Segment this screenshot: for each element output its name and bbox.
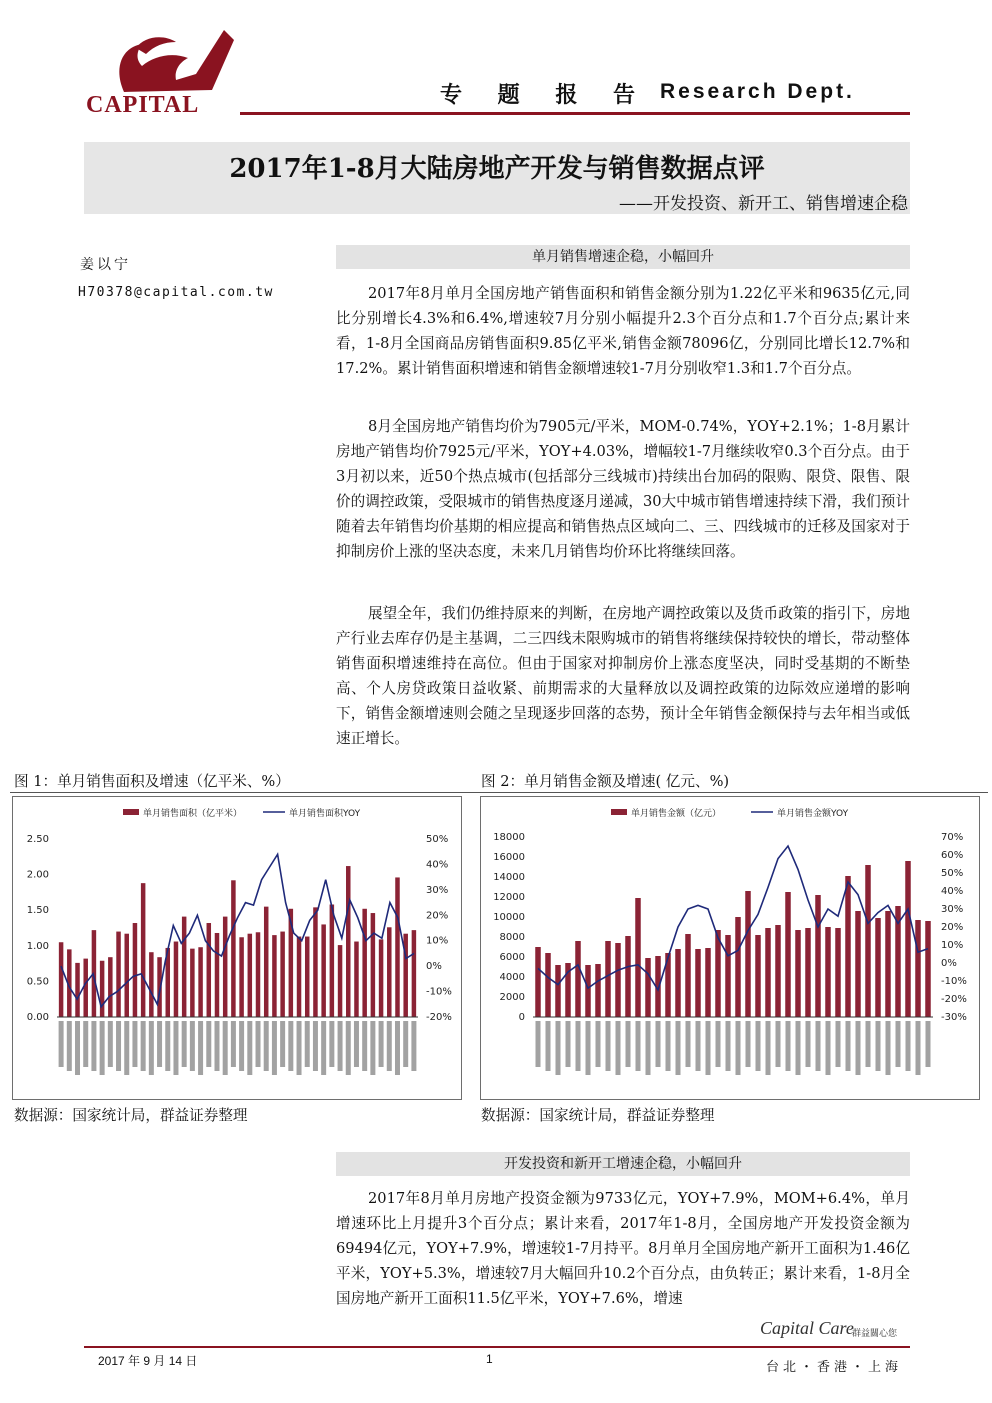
x-tick-mark [403,1021,408,1067]
bar [248,934,253,1017]
bar [330,905,335,1017]
figure-2-source: 数据源：国家统计局，群益证券整理 [481,1107,715,1124]
x-tick-mark [198,1021,203,1075]
y2-tick-label: 30% [941,904,964,915]
y-tick-label: 14000 [493,872,525,883]
bar [705,948,711,1017]
x-tick-mark [100,1021,105,1075]
legend-label-bars: 单月销售面积（亿平米） [143,809,243,819]
y2-tick-label: 40% [426,859,449,871]
x-tick-mark [576,1021,581,1071]
x-tick-mark [91,1021,96,1071]
research-dept: Research Dept. [660,80,855,103]
x-tick-mark [706,1021,711,1075]
x-tick-mark [656,1021,661,1067]
y2-tick-label: 0% [941,958,957,969]
x-tick-mark [379,1021,384,1067]
x-tick-mark [223,1021,228,1075]
page-number: 1 [486,1352,493,1366]
x-tick-mark [826,1021,831,1075]
legend-label-line: 单月销售金额YOY [777,809,849,819]
x-tick-mark [616,1021,621,1075]
x-tick-mark [83,1021,88,1067]
bar [615,943,621,1017]
x-tick-mark [354,1021,359,1067]
x-tick-mark [556,1021,561,1075]
bar [795,930,801,1017]
x-tick-mark [173,1021,178,1075]
x-tick-mark [546,1021,551,1071]
bar [845,876,851,1017]
x-tick-mark [370,1021,375,1075]
bar [775,925,781,1017]
legend-swatch-bars [123,809,139,815]
x-tick-mark [796,1021,801,1075]
bar [198,947,203,1017]
y2-tick-label: 10% [941,940,964,951]
y-tick-label: 16000 [493,852,525,863]
bar [875,918,881,1017]
figure-1-title: 图 1：单月销售面积及增速（亿平米、%） [14,773,290,790]
y-tick-label: 4000 [499,972,525,983]
y2-tick-label: -20% [941,994,967,1005]
x-tick-mark [124,1021,129,1075]
section-heading-investment: 开发投资和新开工增速企稳，小幅回升 [336,1152,910,1176]
bar [321,924,326,1017]
bar [313,907,318,1017]
x-tick-mark [75,1021,80,1075]
x-tick-mark [387,1021,392,1071]
y2-tick-label: 50% [941,868,964,879]
bar [745,891,751,1017]
y-tick-label: 1.00 [26,940,49,952]
y2-tick-label: 0% [426,961,442,973]
y2-tick-label: 60% [941,850,964,861]
x-tick-mark [916,1021,921,1075]
bar [555,965,561,1017]
bar [675,949,681,1017]
x-tick-mark [686,1021,691,1067]
bar [585,965,591,1017]
bar [865,865,871,1017]
chart-sales-amount [481,797,979,1099]
bar [387,927,392,1017]
x-tick-mark [116,1021,121,1071]
x-tick-mark [395,1021,400,1075]
x-tick-mark [596,1021,601,1067]
x-tick-mark [766,1021,771,1075]
x-tick-mark [297,1021,302,1075]
figure-1-source: 数据源：国家统计局，群益证券整理 [14,1107,248,1124]
bar [141,883,146,1017]
logo-text: CAPITAL [86,92,200,118]
x-tick-mark [165,1021,170,1071]
x-tick-mark [141,1021,146,1071]
x-tick-mark [666,1021,671,1071]
y2-tick-label: -10% [941,976,967,987]
report-type: 专 题 报 告 [440,83,649,108]
x-tick-mark [59,1021,64,1067]
x-tick-mark [746,1021,751,1067]
y2-tick-label: 30% [426,884,449,896]
bar [825,927,831,1017]
x-tick-mark [626,1021,631,1067]
x-tick-mark [67,1021,72,1071]
bar [149,952,154,1017]
x-tick-mark [214,1021,219,1071]
document-title: 2017年1-8月大陆房地产开发与销售数据点评 [229,154,765,184]
paragraph: 8月全国房地产销售均价为7905元/平米，MOM-0.74%，YOY+2.1%；1-8月累计房地产销售均价7925元/平米，YOY+4.03%，增幅较1-7月继续收窄0.3个百分点。由于3月初以来，近50个热点城市(包括部分三线城市)持续出台加码的限购、限贷、限售、限价的调控政策，受限城市的销售热度逐月递减，30大中城市销售增速持续下滑，我们预计随着去年销售均价基期的相应提高和销售热点区域向二、三、四线城市的迁移及国家对于抑制房价上涨的坚决态度，未来几月销售均价环比将继续回落。 [336,418,910,560]
bar [715,930,721,1017]
bar [395,877,400,1017]
bar [645,958,651,1017]
x-tick-mark [536,1021,541,1067]
bar [256,932,260,1017]
bar [885,911,891,1017]
y2-tick-label: 40% [941,886,964,897]
bar [605,941,611,1017]
x-tick-mark [836,1021,841,1067]
bar [595,964,601,1017]
x-tick-mark [231,1021,236,1067]
x-tick-mark [157,1021,162,1067]
legend-swatch-bars [611,809,627,815]
bar [635,898,641,1017]
bar [83,959,88,1017]
bar [625,936,631,1017]
bar [116,932,121,1017]
bar [805,928,811,1017]
bar [815,895,821,1017]
bar [182,917,187,1017]
x-tick-mark [329,1021,334,1067]
bar [174,942,179,1017]
chart-sales-area [13,797,461,1099]
bar [915,920,921,1017]
x-tick-mark [362,1021,367,1071]
bar [75,963,80,1017]
bar [685,934,691,1017]
y-tick-label: 2000 [499,992,525,1003]
bar [215,933,220,1017]
x-tick-mark [321,1021,326,1075]
x-tick-mark [866,1021,871,1067]
x-tick-mark [876,1021,881,1071]
bar [264,907,269,1017]
bar [835,928,841,1017]
x-tick-mark [313,1021,318,1071]
bar [371,913,376,1017]
author-email[interactable]: H70378@capital.com.tw [78,285,274,300]
x-tick-mark [108,1021,113,1067]
y2-tick-label: 70% [941,832,964,843]
footer-date: 2017 年 9 月 14 日 [98,1354,198,1368]
y-tick-label: 0 [518,1012,525,1023]
x-tick-mark [646,1021,651,1075]
bar [362,909,367,1017]
footer-rule [84,1346,910,1348]
section-heading-sales: 单月销售增速企稳，小幅回升 [336,245,910,269]
bar [108,957,113,1017]
bar [190,949,195,1017]
footer-brand-sub: 群益關心您 [852,1329,898,1339]
y-tick-label: 1.50 [26,905,49,917]
x-tick-mark [264,1021,269,1071]
x-tick-mark [606,1021,611,1071]
y-tick-label: 10000 [493,912,525,923]
x-tick-mark [926,1021,931,1067]
x-tick-mark [816,1021,821,1071]
y-tick-label: 12000 [493,892,525,903]
bar [725,935,731,1017]
bar [575,941,581,1017]
bar [545,953,551,1017]
x-tick-mark [132,1021,137,1067]
x-tick-mark [288,1021,293,1071]
x-tick-mark [726,1021,731,1071]
bar [231,880,236,1017]
x-tick-mark [806,1021,811,1067]
x-tick-mark [182,1021,187,1067]
x-tick-mark [716,1021,721,1067]
bar [297,937,302,1017]
y2-tick-label: -20% [426,1012,452,1023]
bar [280,932,285,1017]
bar [239,937,244,1017]
author-name: 姜以宁 [80,257,131,273]
y2-tick-label: 50% [426,834,449,845]
footer-cities: 台北・香港・上海 [766,1360,903,1375]
header-rule [240,112,910,115]
y2-tick-label: -30% [941,1012,967,1023]
bar [207,923,212,1017]
yoy-line [61,854,414,1007]
x-tick-mark [776,1021,781,1067]
figure-rule [10,792,988,793]
bar [100,961,105,1017]
x-tick-mark [256,1021,261,1067]
x-tick-mark [247,1021,252,1075]
bar [124,934,129,1017]
bar [338,945,343,1017]
x-tick-mark [190,1021,195,1071]
x-tick-mark [149,1021,154,1075]
x-tick-mark [756,1021,761,1071]
bar [379,939,384,1017]
x-tick-mark [346,1021,351,1075]
bar [535,947,541,1017]
x-tick-mark [786,1021,791,1071]
y-tick-label: 0.50 [26,976,49,988]
x-tick-mark [636,1021,641,1071]
x-tick-mark [846,1021,851,1071]
x-tick-mark [696,1021,701,1071]
bar [223,917,228,1017]
legend-label-bars: 单月销售金额（亿元） [631,809,722,819]
y2-tick-label: 20% [941,922,964,933]
y2-tick-label: 20% [426,910,449,922]
figure-2-box [480,796,980,1100]
x-tick-mark [676,1021,681,1075]
y-tick-label: 2.50 [26,834,49,845]
paragraph: 2017年8月单月房地产投资金额为9733亿元，YOY+7.9%，MOM+6.4%，单月增速环比上月提升3个百分点；累计来看，2017年1-8月，全国房地产开发投资金额为69494亿元，YOY+7.9%，增速较1-7月持平。8月单月全国房地产新开工面积为1.46亿平米，YOY+5.3%，增速较7月大幅回升10.2个百分点，由负转正；累计来看，1-8月全国房地产新开工面积11.5亿平米，YOY+7.6%，增速 [336,1190,910,1307]
bar [695,949,701,1017]
y-tick-label: 2.00 [26,869,49,881]
x-tick-mark [896,1021,901,1067]
x-tick-mark [280,1021,285,1067]
y-tick-label: 18000 [493,832,525,843]
x-tick-mark [566,1021,571,1067]
bar [412,930,417,1017]
x-tick-mark [856,1021,861,1075]
bar [346,866,351,1017]
footer-brand: Capital Care [760,1318,854,1338]
bar [785,892,791,1017]
bar [855,911,861,1017]
x-tick-mark [272,1021,277,1075]
x-tick-mark [736,1021,741,1075]
y-tick-label: 6000 [499,952,525,963]
bar [735,917,741,1017]
x-tick-mark [586,1021,591,1075]
paragraph: 展望全年，我们仍维持原来的判断，在房地产调控政策以及货币政策的指引下，房地产行业去库存仍是主基调，二三四线未限购城市的销售将继续保持较快的增长，带动整体销售面积增速维持在高位。但由于国家对抑制房价上涨态度坚决，同时受基期的不断垫高、个人房贷政策日益收紧、前期需求的大量释放以及调控政策的边际效应递增的影响下，销售金额增速则会随之呈现逐步回落的态势，预计全年销售金额保持与去年相当或低速正增长。 [336,605,910,747]
figure-2-title: 图 2：单月销售金额及增速( 亿元、%) [481,773,730,790]
x-tick-mark [239,1021,244,1071]
bar [765,928,771,1017]
y2-tick-label: 10% [426,935,449,947]
x-tick-mark [411,1021,416,1071]
legend-label-line: 单月销售面积YOY [289,809,361,819]
x-tick-mark [206,1021,211,1067]
x-tick-mark [338,1021,343,1071]
bar [905,861,911,1017]
bar [59,942,64,1017]
x-tick-mark [886,1021,891,1075]
y-tick-label: 8000 [499,932,525,943]
x-tick-mark [305,1021,310,1067]
bar [305,937,310,1017]
figure-1-box [12,796,462,1100]
paragraph: 2017年8月单月全国房地产销售面积和销售金额分别为1.22亿平米和9635亿元,同比分别增长4.3%和6.4%,增速较7月分别小幅提升2.3个百分点和1.7个百分点;累计来看，1-8月全国商品房销售面积9.85亿平米,销售金额78096亿，分别同比增长12.7%和17.2%。累计销售面积增速和销售金额增速较1-7月分别收窄1.3和1.7个百分点。 [336,285,910,377]
bar [133,923,138,1017]
y-tick-label: 0.00 [26,1012,49,1023]
bar [925,921,931,1017]
document-subtitle: ——开发投资、新开工、销售增速企稳 [619,194,908,214]
x-tick-mark [906,1021,911,1071]
bar [272,935,277,1017]
bar [354,942,359,1017]
y2-tick-label: -10% [426,986,452,998]
bar [755,935,761,1017]
